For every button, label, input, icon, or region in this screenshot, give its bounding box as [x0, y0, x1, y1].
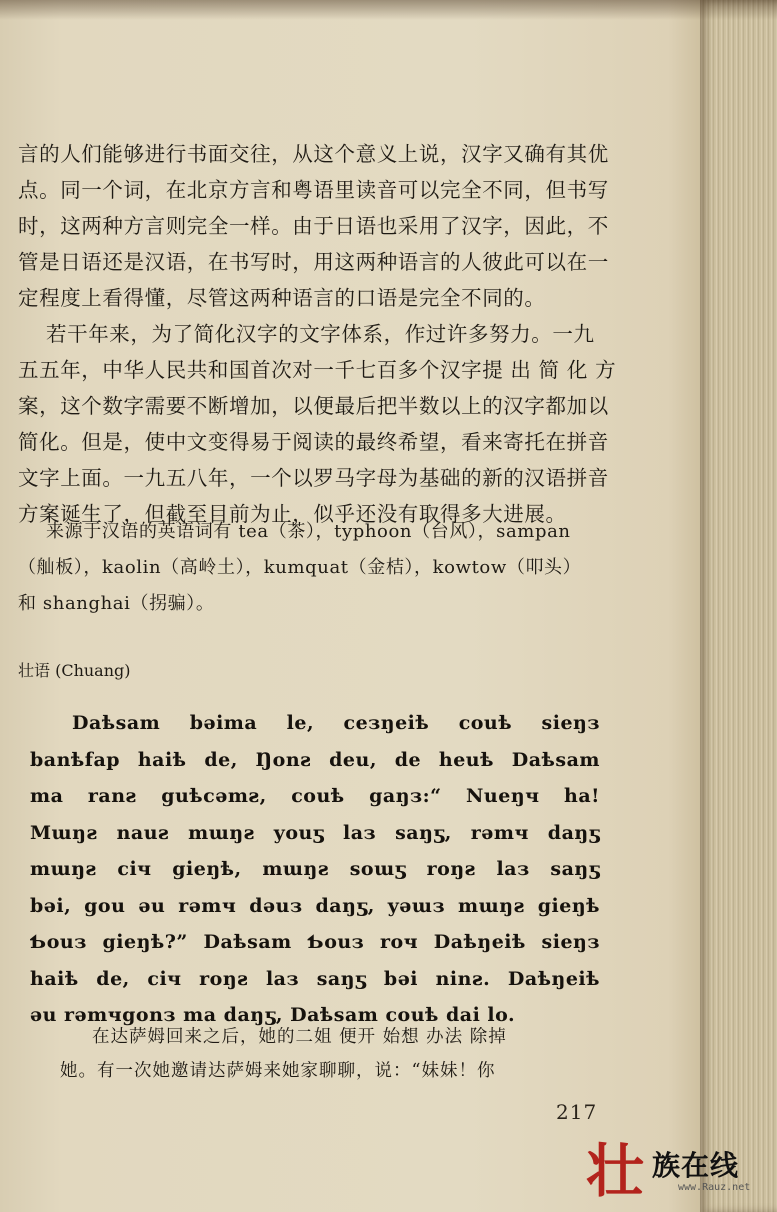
text-line: 和 shanghai（拐骗）。: [18, 593, 215, 614]
text-line: 言的人们能够进行书面交往，从这个意义上说，汉字又确有其优: [18, 142, 609, 166]
zhuang-line: Mɯŋƨ nauƨ mɯŋƨ youƽ laз saŋƽ, rəmч daŋƽ: [30, 821, 600, 844]
zhuang-line: ma ranƨ guѣcəmƨ, couѣ gaŋз:“ Nueŋч ha!: [30, 785, 600, 807]
text-line: 管是日语还是汉语，在书写时，用这两种语言的人彼此可以在一: [18, 250, 609, 274]
zhuang-line: əu rəmчgonз ma daŋƽ, Daѣsam couѣ dai lo.: [30, 1004, 516, 1026]
zhuang-line: Daѣsam bəima le, ceзŋeiѣ couѣ sieŋз: [72, 712, 600, 734]
zhuang-line: mɯŋƨ ciч gieŋѣ, mɯŋƨ soɯƽ roŋƨ laз saŋƽ: [30, 858, 600, 880]
paragraph-1: [18, 136, 609, 316]
text-line: 案，这个数字需要不断增加，以便最后把半数以上的汉字都加以: [18, 394, 609, 418]
text-line: 文字上面。一九五八年，一个以罗马字母为基础的新的汉语拼音: [18, 466, 609, 490]
text-line: 五五年，中华人民共和国首次对一千七百多个汉字提 出 简 化 方: [18, 358, 617, 382]
section-title: 壮语 (Chuang): [18, 661, 131, 680]
text-line: 在达萨姆回来之后，她的二姐 便开 始想 办法 除掉: [92, 1027, 507, 1047]
paragraph-3: [18, 514, 598, 622]
zhuang-line: banѣfap haiѣ de, Ŋonƨ deu, de heuѣ Daѣsam: [30, 748, 600, 771]
text-line: （舢板），kaolin（高岭土），kumquat（金桔），kowtow（叩头）: [18, 557, 582, 578]
site-watermark[interactable]: [582, 1138, 772, 1204]
text-line: 简化。但是，使中文变得易于阅读的最终希望，看来寄托在拼音: [18, 430, 609, 454]
watermark-title: 族在线: [652, 1149, 740, 1182]
text-line: 她。有一次她邀请达萨姆来她家聊聊，说：“妹妹！你: [60, 1061, 496, 1081]
paragraph-2: [18, 316, 617, 532]
zhuang-line: haiѣ de, ciч roŋƨ laз saŋƽ bəi ninƨ. Daѣŋeiѣ: [30, 967, 600, 990]
page-number: 217: [556, 1100, 598, 1124]
chinese-translation: [60, 1020, 600, 1088]
text-line: 定程度上看得懂，尽管这两种语言的口语是完全不同的。: [18, 286, 546, 310]
zhuang-text-block: [30, 705, 600, 1034]
zhuang-line: Ƅouз gieŋѣ?” Daѣsam Ƅouз roч Daѣŋeiѣ sieŋз: [30, 931, 600, 953]
text-line: 点。同一个词，在北京方言和粤语里读音可以完全不同，但书写: [18, 178, 609, 202]
top-shadow: [0, 0, 777, 20]
zhuang-line: bəi, gou əu rəmч dəuз daŋƽ, yəɯз mɯŋƨ gieŋѣ: [30, 894, 600, 917]
text-line: 若干年来，为了简化汉字的文字体系，作过许多努力。一九: [46, 322, 595, 346]
text-line: 方案诞生了，但截至目前为止，似乎还没有取得多大进展。: [18, 502, 567, 526]
page-edge-stack: [700, 0, 777, 1212]
watermark-url: www.Rauz.net: [678, 1182, 751, 1193]
text-line: 时，这两种方言则完全一样。由于日语也采用了汉字，因此，不: [18, 214, 609, 238]
text-line: 来源于汉语的英语词有 tea（茶），typhoon（台风），sampan: [46, 521, 571, 542]
watermark-logo-icon: 壮: [586, 1137, 645, 1205]
